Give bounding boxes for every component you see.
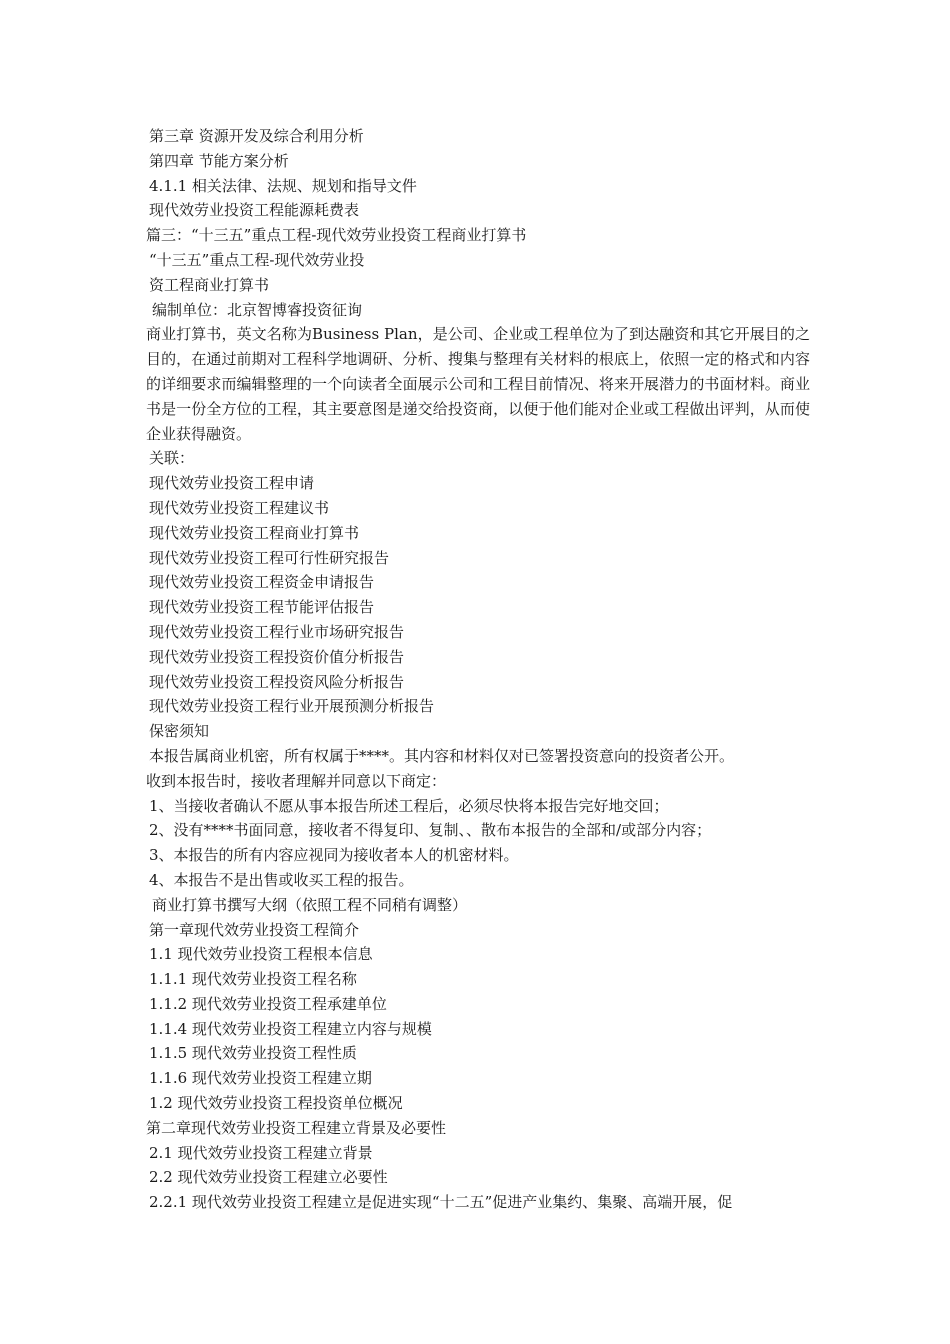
rule-item: 4、本报告不是出售或收买工程的报告。	[149, 870, 414, 889]
section-4-1-1: 4.1.1 相关法律、法规、规划和指导文件	[149, 176, 417, 195]
related-item: 现代效劳业投资工程商业打算书	[149, 523, 360, 542]
outline-item: 2.1 现代效劳业投资工程建立背景	[149, 1143, 373, 1162]
compiling-unit: 编制单位：北京智博睿投资征询	[152, 300, 363, 319]
related-item: 现代效劳业投资工程申请	[149, 474, 315, 493]
related-item: 现代效劳业投资工程投资价值分析报告	[149, 647, 405, 666]
outline-heading: 商业打算书撰写大纲（依照工程不同稍有调整）	[152, 895, 468, 914]
related-item: 现代效劳业投资工程节能评估报告	[149, 598, 375, 617]
cover-title-line-1: “十三五”重点工程-现代效劳业投	[149, 250, 365, 269]
confidential-heading: 保密须知	[149, 722, 210, 741]
outline-item: 1.1 现代效劳业投资工程根本信息	[149, 945, 373, 964]
related-item: 现代效劳业投资工程行业开展预测分析报告	[149, 697, 435, 716]
intro-paragraph: 商业打算书，英文名称为Business Plan，是公司、企业或工程单位为了到达融资和其它开展目的之目的，在通过前期对工程科学地调研、分析、搜集与整理有关材料的根底上，依照一定的格式和内容的详细要求而编辑整理的一个向读者全面展示公司和工程目前情况、将来开展潜力的书面材料。商业书是一份全方位的工程，其主要意图是递交给投资商，以便于他们能对企业或工程做出评判，从而使企业获得融资。	[146, 325, 810, 443]
rule-item: 1、当接收者确认不愿从事本报告所述工程后，必须尽快将本报告完好地交回；	[149, 796, 669, 815]
outline-item: 1.1.6 现代效劳业投资工程建立期	[149, 1069, 372, 1088]
chapter-three-heading: 第三章 资源开发及综合利用分析	[149, 127, 364, 145]
outline-item: 1.1.2 现代效劳业投资工程承建单位	[149, 994, 387, 1013]
energy-consumption-table-title: 现代效劳业投资工程能源耗费表	[149, 201, 360, 220]
confidential-statement: 本报告属商业机密，所有权属于****。其内容和材料仅对已签署投资意向的投资者公开。	[149, 746, 735, 765]
outline-item: 1.1.1 现代效劳业投资工程名称	[149, 970, 357, 989]
cover-title-line-2: 资工程商业打算书	[149, 275, 270, 294]
outline-item: 2.2 现代效劳业投资工程建立必要性	[149, 1168, 388, 1187]
outline-item: 2.2.1 现代效劳业投资工程建立是促进实现“十二五”促进产业集约、集聚、高端开展，促	[149, 1193, 733, 1212]
related-item: 现代效劳业投资工程资金申请报告	[149, 573, 375, 592]
chapter-four-heading: 第四章 节能方案分析	[149, 151, 289, 170]
document-body	[146, 124, 810, 1215]
related-item: 现代效劳业投资工程投资风险分析报告	[149, 672, 405, 691]
related-item: 现代效劳业投资工程可行性研究报告	[149, 548, 390, 567]
outline-item: 1.1.4 现代效劳业投资工程建立内容与规模	[149, 1019, 432, 1038]
related-item: 现代效劳业投资工程建议书	[149, 498, 330, 517]
part-three-title: 篇三：“十三五”重点工程-现代效劳业投资工程商业打算书	[146, 226, 527, 245]
rule-item: 2、没有****书面同意，接收者不得复印、复制、、散布本报告的全部和/或部分内容；	[149, 821, 712, 840]
related-item: 现代效劳业投资工程行业市场研究报告	[149, 622, 405, 641]
related-heading: 关联：	[149, 449, 195, 468]
outline-item: 第二章现代效劳业投资工程建立背景及必要性	[146, 1118, 447, 1137]
outline-item: 1.1.5 现代效劳业投资工程性质	[149, 1044, 357, 1063]
confidential-agreement: 收到本报告时，接收者理解并同意以下商定：	[146, 771, 447, 790]
outline-item: 1.2 现代效劳业投资工程投资单位概况	[149, 1094, 403, 1113]
rule-item: 3、本报告的所有内容应视同为接收者本人的机密材料。	[149, 846, 519, 865]
outline-item: 第一章现代效劳业投资工程简介	[149, 920, 360, 939]
